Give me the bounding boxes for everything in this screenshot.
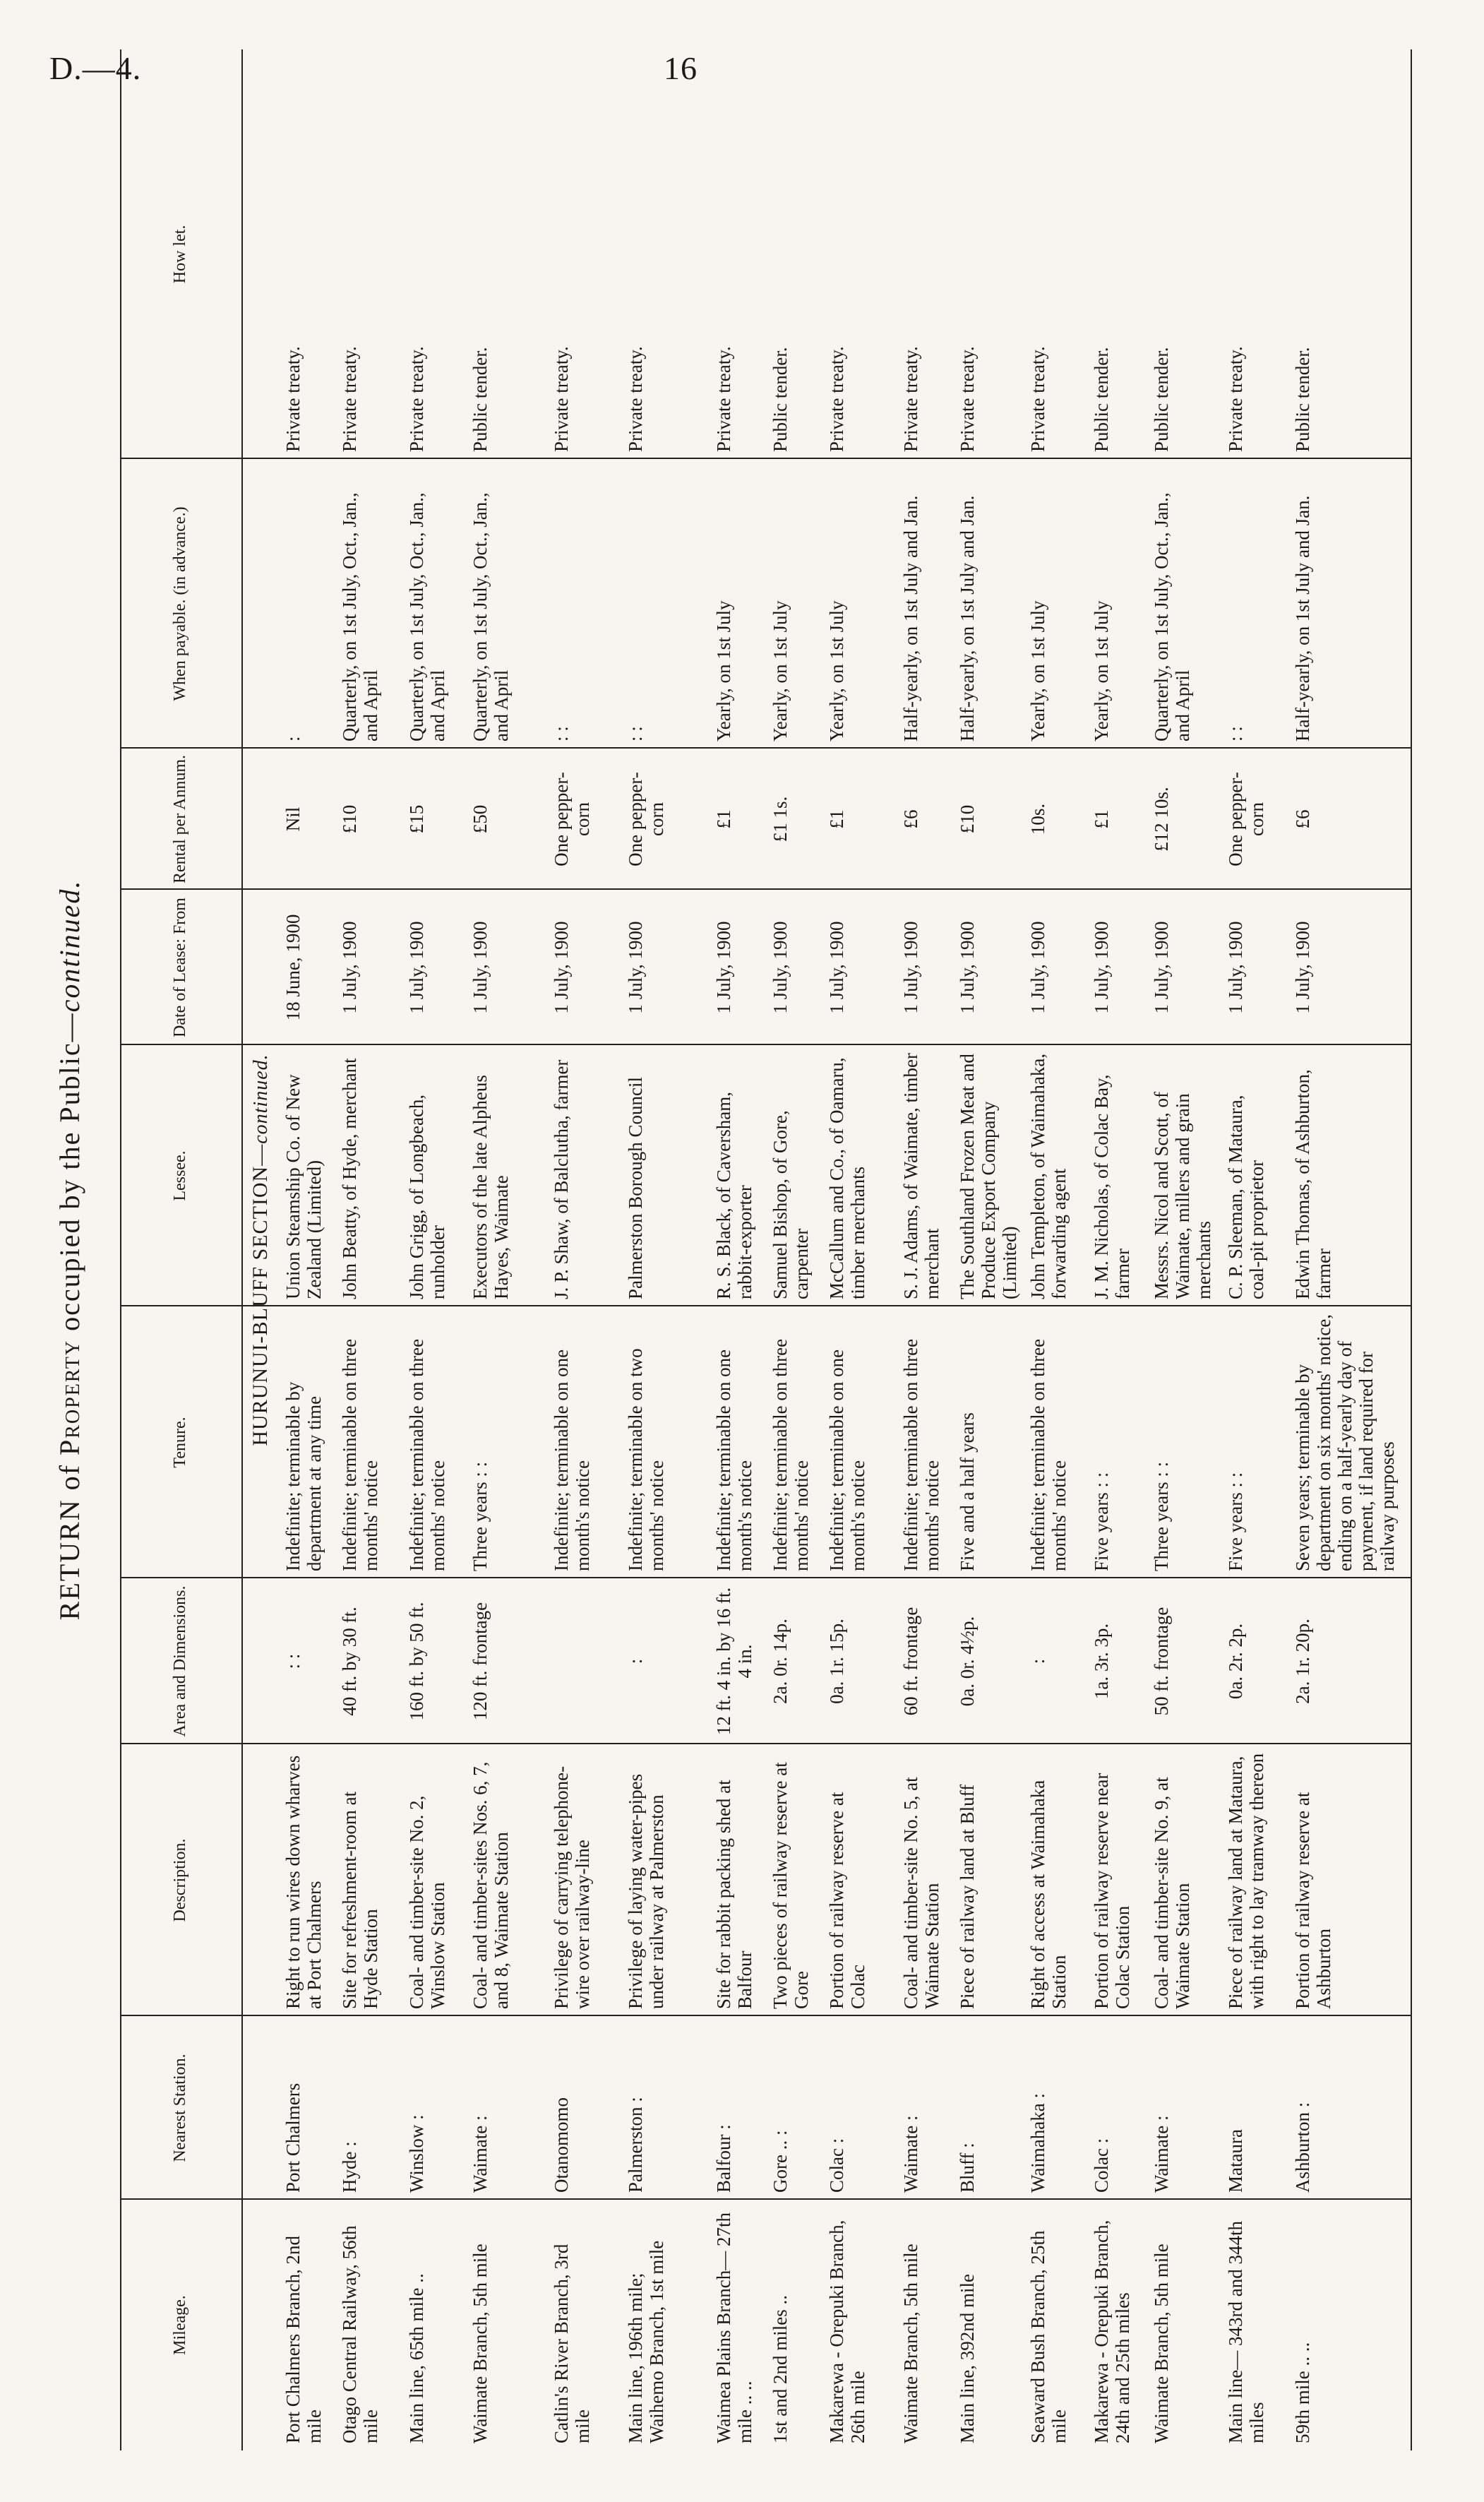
cell-how: Public tender. <box>770 347 791 452</box>
cell-area: 2a. 0r. 14p. <box>770 1619 791 1704</box>
cell-how: Public tender. <box>1292 347 1313 452</box>
cell-rental: One pepper-corn <box>1225 772 1267 866</box>
title-prefix: RETURN of <box>54 1455 85 1621</box>
cell-mileage: Waimate Branch, 5th mile <box>900 2244 921 2443</box>
cell-payable: Quarterly, on 1st July, Oct., Jan., and April <box>339 492 381 741</box>
cell-lessee: McCallum and Co., of Oamaru, timber merchants <box>826 1057 868 1299</box>
cell-description: Portion of railway reserve at Colac <box>826 1792 868 2009</box>
cell-date: 18 June, 1900 <box>282 914 304 1021</box>
property-table <box>120 49 1412 2450</box>
title-italic: continued. <box>54 879 85 1013</box>
column-divider <box>120 888 1412 890</box>
cell-lessee: J. P. Shaw, of Balclutha, farmer <box>551 1059 572 1299</box>
column-header: Lessee. <box>171 1150 189 1201</box>
cell-tenure: Indefinite; terminable on one month's notice <box>826 1349 868 1571</box>
cell-lessee: Edwin Thomas, of Ashburton, farmer <box>1292 1069 1334 1299</box>
cell-mileage: Waimate Branch, 5th mile <box>469 2244 491 2443</box>
cell-date: 1 July, 1900 <box>406 921 427 1014</box>
column-header: Date of Lease: From <box>171 898 189 1037</box>
cell-payable: Yearly, on 1st July <box>713 600 734 741</box>
cell-payable: Quarterly, on 1st July, Oct., Jan., and April <box>406 492 448 741</box>
cell-lessee: S. J. Adams, of Waimate, timber merchant <box>900 1052 943 1299</box>
column-divider <box>120 2198 1412 2200</box>
column-header: Area and Dimensions. <box>171 1585 189 1737</box>
cell-rental: £1 1s. <box>770 796 791 842</box>
section-name: HURUNUI-BLUFF SECTION— <box>249 1143 272 1446</box>
cell-description: Privilege of carrying telephone-wire over railway-line <box>551 1765 593 2009</box>
cell-area: 12 ft. 4 in. by 16 ft. 4 in. <box>713 1587 755 1736</box>
cell-description: Privilege of laying water-pipes under railway at Palmerston <box>625 1773 667 2009</box>
cell-station: Hyde : <box>339 2141 360 2193</box>
cell-area: 160 ft. by 50 ft. <box>406 1602 427 1721</box>
column-header: Rental per Annum. <box>171 755 189 883</box>
cell-date: 1 July, 1900 <box>625 921 646 1014</box>
cell-description: Coal- and timber-site No. 2, Winslow Station <box>406 1795 448 2009</box>
cell-how: Private treaty. <box>826 346 847 452</box>
cell-tenure: Three years : : <box>1151 1461 1172 1571</box>
cell-rental: £10 <box>957 804 978 834</box>
cell-how: Private treaty. <box>1225 346 1246 452</box>
cell-rental: £1 <box>826 809 847 829</box>
cell-tenure: Three years : : <box>469 1461 491 1571</box>
cell-station: Mataura <box>1225 2129 1246 2193</box>
cell-payable: Half-yearly, on 1st July and Jan. <box>900 495 921 741</box>
cell-date: 1 July, 1900 <box>1292 921 1313 1014</box>
column-divider <box>120 2015 1412 2016</box>
cell-description: Site for refreshment-room at Hyde Station <box>339 1791 381 2009</box>
cell-date: 1 July, 1900 <box>1091 921 1112 1014</box>
cell-lessee: John Beatty, of Hyde, merchant <box>339 1058 360 1299</box>
cell-date: 1 July, 1900 <box>339 921 360 1014</box>
cell-rental: £6 <box>1292 809 1313 829</box>
cell-mileage: Port Chalmers Branch, 2nd mile <box>282 2236 325 2443</box>
cell-area: : : <box>282 1653 304 1669</box>
cell-description: Two pieces of railway reserve at Gore <box>770 1762 812 2009</box>
cell-area: : <box>625 1658 646 1664</box>
cell-date: 1 July, 1900 <box>469 921 491 1014</box>
column-divider <box>120 747 1412 749</box>
cell-tenure: Indefinite; terminable on two months' notice <box>625 1348 667 1571</box>
title-smallcaps: Property <box>54 1339 85 1456</box>
cell-description: Portion of railway reserve near Colac Station <box>1091 1773 1133 2009</box>
cell-station: Port Chalmers <box>282 2083 304 2193</box>
cell-mileage: 59th mile .. .. <box>1292 2342 1313 2443</box>
cell-area: 60 ft. frontage <box>900 1607 921 1716</box>
column-header: How let. <box>171 225 189 284</box>
cell-how: Private treaty. <box>957 346 978 452</box>
cell-description: Piece of railway land at Bluff <box>957 1784 978 2009</box>
column-divider <box>120 458 1412 459</box>
cell-mileage: Main line, 392nd mile <box>957 2274 978 2443</box>
cell-date: 1 July, 1900 <box>1225 921 1246 1014</box>
page-number: 16 <box>664 50 698 86</box>
column-header: Nearest Station. <box>171 2054 189 2162</box>
row-rule <box>241 49 243 2450</box>
cell-station: Ashburton : <box>1292 2102 1313 2193</box>
cell-mileage: Catlin's River Branch, 3rd mile <box>551 2244 593 2443</box>
cell-description: Piece of railway land at Mataura, with right to lay tramway thereon <box>1225 1753 1267 2009</box>
cell-lessee: John Grigg, of Longbeach, runholder <box>406 1094 448 1299</box>
cell-date: 1 July, 1900 <box>713 921 734 1014</box>
cell-area: 1a. 3r. 3p. <box>1091 1623 1112 1700</box>
cell-how: Private treaty. <box>339 346 360 452</box>
row-rule <box>1411 49 1412 2450</box>
cell-how: Public tender. <box>1091 347 1112 452</box>
cell-how: Private treaty. <box>551 346 572 452</box>
cell-payable: Half-yearly, on 1st July and Jan. <box>1292 495 1313 741</box>
cell-payable: Quarterly, on 1st July, Oct., Jan., and April <box>1151 492 1193 741</box>
cell-lessee: R. S. Black, of Caversham, rabbit-exporter <box>713 1092 755 1299</box>
row-rule <box>120 49 121 2450</box>
cell-mileage: Waimate Branch, 5th mile <box>1151 2244 1172 2443</box>
cell-lessee: John Templeton, of Waimahaka, forwarding agent <box>1027 1053 1070 1299</box>
cell-station: Gore .. : <box>770 2130 791 2193</box>
cell-tenure: Five years : : <box>1225 1472 1246 1571</box>
section-suffix: continued. <box>250 1054 272 1144</box>
cell-rental: £12 10s. <box>1151 787 1172 852</box>
cell-payable: : : <box>551 726 572 741</box>
cell-rental: One pepper-corn <box>625 772 667 866</box>
cell-how: Private treaty. <box>713 346 734 452</box>
cell-payable: : : <box>625 726 646 741</box>
cell-payable: : <box>282 736 304 741</box>
cell-tenure: Five years : : <box>1091 1472 1112 1571</box>
cell-area: 2a. 1r. 20p. <box>1292 1619 1313 1704</box>
cell-date: 1 July, 1900 <box>957 921 978 1014</box>
cell-mileage: Makarewa - Orepuki Branch, 26th mile <box>826 2220 868 2443</box>
cell-payable: Yearly, on 1st July <box>826 600 847 741</box>
cell-description: Coal- and timber-site No. 5, at Waimate Station <box>900 1777 943 2009</box>
cell-mileage: Waimea Plains Branch— 27th mile .. .. <box>713 2212 755 2443</box>
cell-mileage: 1st and 2nd miles .. <box>770 2295 791 2443</box>
cell-mileage: Main line, 65th mile .. <box>406 2273 427 2443</box>
cell-station: Palmerston : <box>625 2097 646 2193</box>
cell-station: Waimahaka : <box>1027 2092 1048 2193</box>
cell-payable: Half-yearly, on 1st July and Jan. <box>957 495 978 741</box>
cell-tenure: Indefinite; terminable on three months' notice <box>339 1338 381 1571</box>
cell-area: : <box>1027 1658 1048 1664</box>
cell-description: Right of access at Waimahaka Station <box>1027 1780 1070 2009</box>
cell-payable: Yearly, on 1st July <box>1091 600 1112 741</box>
cell-rental: £10 <box>339 804 360 834</box>
cell-payable: Yearly, on 1st July <box>1027 600 1048 741</box>
cell-lessee: Executors of the late Alpheus Hayes, Waimate <box>469 1075 512 1299</box>
cell-lessee: Palmerston Borough Council <box>625 1077 646 1299</box>
section-heading <box>249 49 277 2450</box>
cell-tenure: Indefinite; terminable on one month's notice <box>713 1349 755 1571</box>
cell-date: 1 July, 1900 <box>826 921 847 1014</box>
cell-tenure: Five and a half years <box>957 1412 978 1571</box>
cell-how: Private treaty. <box>900 346 921 452</box>
cell-tenure: Indefinite; terminable by department at any time <box>282 1381 325 1571</box>
rotated-table-page <box>53 49 1423 2450</box>
cell-rental: £15 <box>406 804 427 834</box>
cell-description: Right to run wires down wharves at Port Chalmers <box>282 1755 325 2009</box>
cell-how: Public tender. <box>469 347 491 452</box>
cell-how: Private treaty. <box>1027 346 1048 452</box>
title-middle: occupied by the Public— <box>54 1012 85 1340</box>
cell-tenure: Indefinite; terminable on one month's notice <box>551 1349 593 1571</box>
cell-tenure: Indefinite; terminable on three months' notice <box>1027 1338 1070 1571</box>
cell-station: Bluff : <box>957 2143 978 2193</box>
cell-tenure: Indefinite; terminable on three months' notice <box>900 1338 943 1571</box>
cell-area: 50 ft. frontage <box>1151 1607 1172 1716</box>
cell-rental: £50 <box>469 804 491 834</box>
cell-rental: One pepper-corn <box>551 772 593 866</box>
cell-area: 40 ft. by 30 ft. <box>339 1607 360 1716</box>
cell-rental: £6 <box>900 809 921 829</box>
cell-station: Waimate : <box>469 2115 491 2193</box>
cell-how: Private treaty. <box>625 346 646 452</box>
cell-station: Colac : <box>826 2138 847 2193</box>
cell-date: 1 July, 1900 <box>1151 921 1172 1014</box>
cell-rental: 10s. <box>1027 803 1048 835</box>
cell-mileage: Main line, 196th mile; Waihemo Branch, 1st mile <box>625 2240 667 2443</box>
cell-station: Winslow : <box>406 2114 427 2193</box>
cell-how: Private treaty. <box>406 346 427 452</box>
column-header: Mileage. <box>171 2295 189 2355</box>
cell-rental: Nil <box>282 806 304 832</box>
cell-date: 1 July, 1900 <box>551 921 572 1014</box>
column-divider <box>120 1305 1412 1306</box>
cell-mileage: Otago Central Railway, 56th mile <box>339 2225 381 2443</box>
cell-station: Colac : <box>1091 2138 1112 2193</box>
cell-station: Otanomomo <box>551 2097 572 2193</box>
cell-lessee: C. P. Sleeman, of Mataura, coal-pit proprietor <box>1225 1095 1267 1299</box>
cell-description: Portion of railway reserve at Ashburton <box>1292 1792 1334 2009</box>
cell-tenure: Indefinite; terminable on three months' notice <box>406 1338 448 1571</box>
cell-area: 0a. 1r. 15p. <box>826 1619 847 1704</box>
cell-payable: Yearly, on 1st July <box>770 600 791 741</box>
cell-lessee: Messrs. Nicol and Scott, of Waimate, millers and grain merchants <box>1151 1092 1214 1299</box>
cell-station: Waimate : <box>900 2115 921 2193</box>
cell-lessee: Samuel Bishop, of Gore, carpenter <box>770 1110 812 1299</box>
cell-mileage: Seaward Bush Branch, 25th mile <box>1027 2230 1070 2443</box>
column-divider <box>120 1743 1412 1744</box>
cell-rental: £1 <box>713 809 734 829</box>
cell-payable: Quarterly, on 1st July, Oct., Jan., and April <box>469 492 512 741</box>
column-divider <box>120 1577 1412 1578</box>
column-header: When payable. (in advance.) <box>171 506 189 701</box>
cell-description: Coal- and timber-site No. 9, at Waimate Station <box>1151 1777 1193 2009</box>
cell-how: Private treaty. <box>282 346 304 452</box>
cell-tenure: Seven years; terminable by department on six months' notice, ending on a half-yearly day of payment, if land required for railway purposes <box>1292 1313 1398 1571</box>
cell-date: 1 July, 1900 <box>1027 921 1048 1014</box>
cell-lessee: J. M. Nicholas, of Colac Bay, farmer <box>1091 1074 1133 1299</box>
cell-date: 1 July, 1900 <box>900 921 921 1014</box>
table-title <box>53 49 95 2450</box>
cell-area: 0a. 2r. 2p. <box>1225 1623 1246 1700</box>
cell-tenure: Indefinite; terminable on three months' notice <box>770 1338 812 1571</box>
cell-lessee: Union Steamship Co. of New Zealand (Limited) <box>282 1074 325 1299</box>
cell-station: Balfour : <box>713 2124 734 2193</box>
cell-mileage: Makarewa - Orepuki Branch, 24th and 25th miles <box>1091 2220 1133 2443</box>
cell-area: 0a. 0r. 4½p. <box>957 1616 978 1707</box>
cell-payable: : : <box>1225 726 1246 741</box>
column-header: Tenure. <box>171 1417 189 1468</box>
cell-lessee: The Southland Frozen Meat and Produce Export Company (Limited) <box>957 1054 1020 1299</box>
document-code: D.—4. <box>49 50 142 86</box>
cell-area: 120 ft. frontage <box>469 1602 491 1721</box>
cell-mileage: Main line— 343rd and 344th miles <box>1225 2221 1267 2443</box>
column-divider <box>120 1044 1412 1045</box>
cell-how: Public tender. <box>1151 347 1172 452</box>
cell-date: 1 July, 1900 <box>770 921 791 1014</box>
cell-description: Coal- and timber-sites Nos. 6, 7, and 8, Waimate Station <box>469 1761 512 2009</box>
cell-description: Site for rabbit packing shed at Balfour <box>713 1780 755 2009</box>
cell-station: Waimate : <box>1151 2115 1172 2193</box>
cell-rental: £1 <box>1091 809 1112 829</box>
column-header: Description. <box>171 1838 189 1922</box>
